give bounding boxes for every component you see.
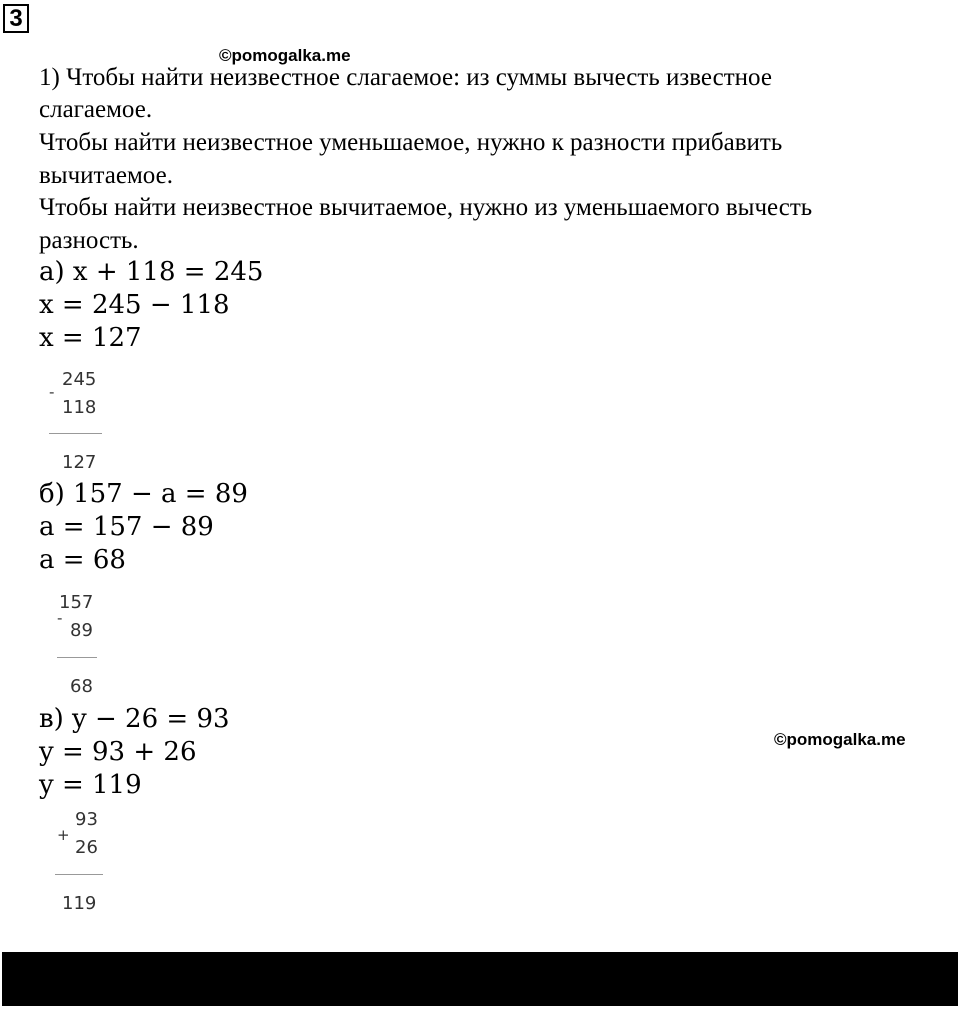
rule-line-3: Чтобы найти неизвестное уменьшаемое, нужно к разности прибавить: [39, 129, 783, 156]
part-a-answer: x = 127: [39, 323, 142, 353]
part-a-column-top: 245: [62, 369, 97, 390]
part-b-column-line: [57, 657, 97, 658]
rule-line-2: слагаемое.: [39, 96, 153, 123]
part-c-step: y = 93 + 26: [39, 737, 197, 767]
task-number-badge: 3: [3, 4, 29, 33]
footer-black-bar: [2, 952, 958, 1006]
part-b-step: a = 157 − 89: [39, 512, 214, 542]
part-c-column-line: [55, 874, 103, 875]
part-a-column-line: [49, 433, 102, 434]
watermark-top: ©pomogalka.me: [219, 46, 351, 65]
part-b-column-bottom: 89: [70, 620, 93, 641]
part-c-equation: в) y − 26 = 93: [39, 704, 230, 734]
part-a-column-result: 127: [62, 452, 97, 473]
rule-line-4: вычитаемое.: [39, 162, 173, 189]
part-a-column-sign: -: [49, 383, 55, 401]
rule-line-1: 1) Чтобы найти неизвестное слагаемое: из суммы вычесть известное: [39, 64, 772, 91]
part-a-column-bottom: 118: [62, 397, 97, 418]
part-c-column-sign: +: [57, 826, 70, 844]
part-b-equation: б) 157 − a = 89: [39, 479, 248, 509]
part-c-column-top: 93: [75, 809, 98, 830]
part-c-column-bottom: 26: [75, 837, 98, 858]
rule-line-6: разность.: [39, 227, 139, 254]
part-c-column-result: 119: [62, 893, 97, 914]
watermark-right: ©pomogalka.me: [774, 730, 906, 749]
rule-line-5: Чтобы найти неизвестное вычитаемое, нужно из уменьшаемого вычесть: [39, 194, 813, 221]
part-b-answer: a = 68: [39, 545, 126, 575]
part-b-column-result: 68: [70, 676, 93, 697]
part-b-column-top: 157: [59, 592, 94, 613]
part-c-answer: y = 119: [39, 770, 142, 800]
part-a-equation: а) x + 118 = 245: [39, 257, 264, 287]
part-a-step: x = 245 − 118: [39, 290, 230, 320]
part-b-column-sign: -: [57, 609, 63, 627]
